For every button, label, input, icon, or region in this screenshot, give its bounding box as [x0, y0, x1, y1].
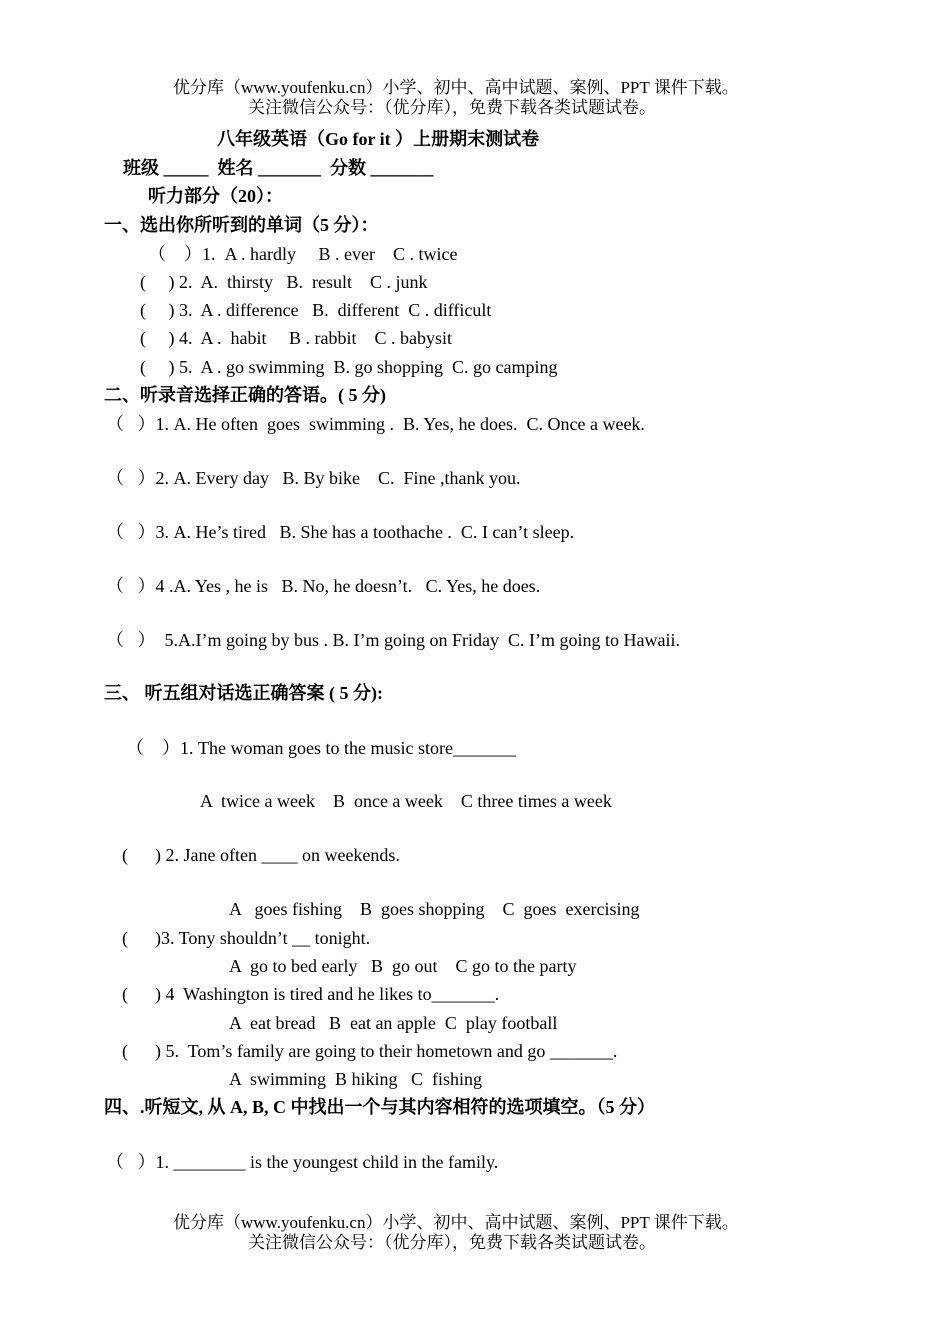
section-2-heading: 二、听录音选择正确的答语。( 5 分): [104, 385, 386, 405]
question-item: （ ）4 .A. Yes , he is B. No, he doesn’t. C. Yes, he does.: [106, 576, 541, 596]
question-item: （ ）2. A. Every day B. By bike C. Fine ,thank you.: [106, 468, 521, 488]
header-line-1: 优分库（www.youfenku.cn）小学、初中、高中试题、案例、PPT 课件下载。: [173, 78, 739, 97]
question-item: （ ）1. A . hardly B . ever C . twice: [148, 244, 458, 264]
header-line-2: 关注微信公众号：（优分库），免费下载各类试题试卷。: [248, 98, 656, 117]
answer-options: A swimming B hiking C fishing: [229, 1069, 483, 1089]
question-item: ( ) 2. Jane often ____ on weekends.: [122, 845, 400, 865]
answer-options: A twice a week B once a week C three times a week: [200, 791, 612, 811]
answer-options: A goes fishing B goes shopping C goes exercising: [229, 899, 640, 919]
question-item: ( ) 5. Tom’s family are going to their hometown and go _______.: [122, 1041, 618, 1061]
section-3-heading: 三、 听五组对话选正确答案 ( 5 分):: [104, 683, 383, 703]
footer-line-2: 关注微信公众号：（优分库），免费下载各类试题试卷。: [248, 1233, 656, 1252]
question-item: ( )3. Tony shouldn’t __ tonight.: [122, 928, 371, 948]
question-item: ( ) 2. A. thirsty B. result C . junk: [140, 272, 428, 292]
answer-options: A go to bed early B go out C go to the party: [229, 956, 577, 976]
question-item: ( ) 4 Washington is tired and he likes to_______.: [122, 984, 500, 1004]
section-1-heading: 一、选出你所听到的单词（5 分）：: [104, 215, 379, 235]
section-4-heading: 四、.听短文, 从 A, B, C 中找出一个与其内容相符的选项填空。（5 分）: [104, 1097, 656, 1117]
listening-heading: 听力部分（20）：: [148, 186, 283, 206]
question-item: （ ）1. The woman goes to the music store_______: [126, 738, 516, 758]
question-item: ( ) 3. A . difference B. different C . difficult: [140, 300, 492, 320]
question-item: （ ）1. ________ is the youngest child in the family.: [106, 1152, 499, 1172]
exam-title: 八年级英语（Go for it ）上册期末测试卷: [217, 129, 540, 149]
question-item: ( ) 5. A . go swimming B. go shopping C. go camping: [140, 357, 558, 377]
footer-line-1: 优分库（www.youfenku.cn）小学、初中、高中试题、案例、PPT 课件下载。: [173, 1213, 739, 1232]
question-item: （ ）1. A. He often goes swimming . B. Yes, he does. C. Once a week.: [106, 414, 645, 434]
question-item: （ ） 5.A.I’m going by bus . B. I’m going on Friday C. I’m going to Hawaii.: [106, 630, 680, 650]
question-item: ( ) 4. A . habit B . rabbit C . babysit: [140, 328, 452, 348]
question-item: （ ）3. A. He’s tired B. She has a toothache . C. I can’t sleep.: [106, 522, 575, 542]
answer-options: A eat bread B eat an apple C play football: [229, 1013, 558, 1033]
student-info-line: 班级 _____ 姓名 _______ 分数 _______: [123, 158, 434, 178]
